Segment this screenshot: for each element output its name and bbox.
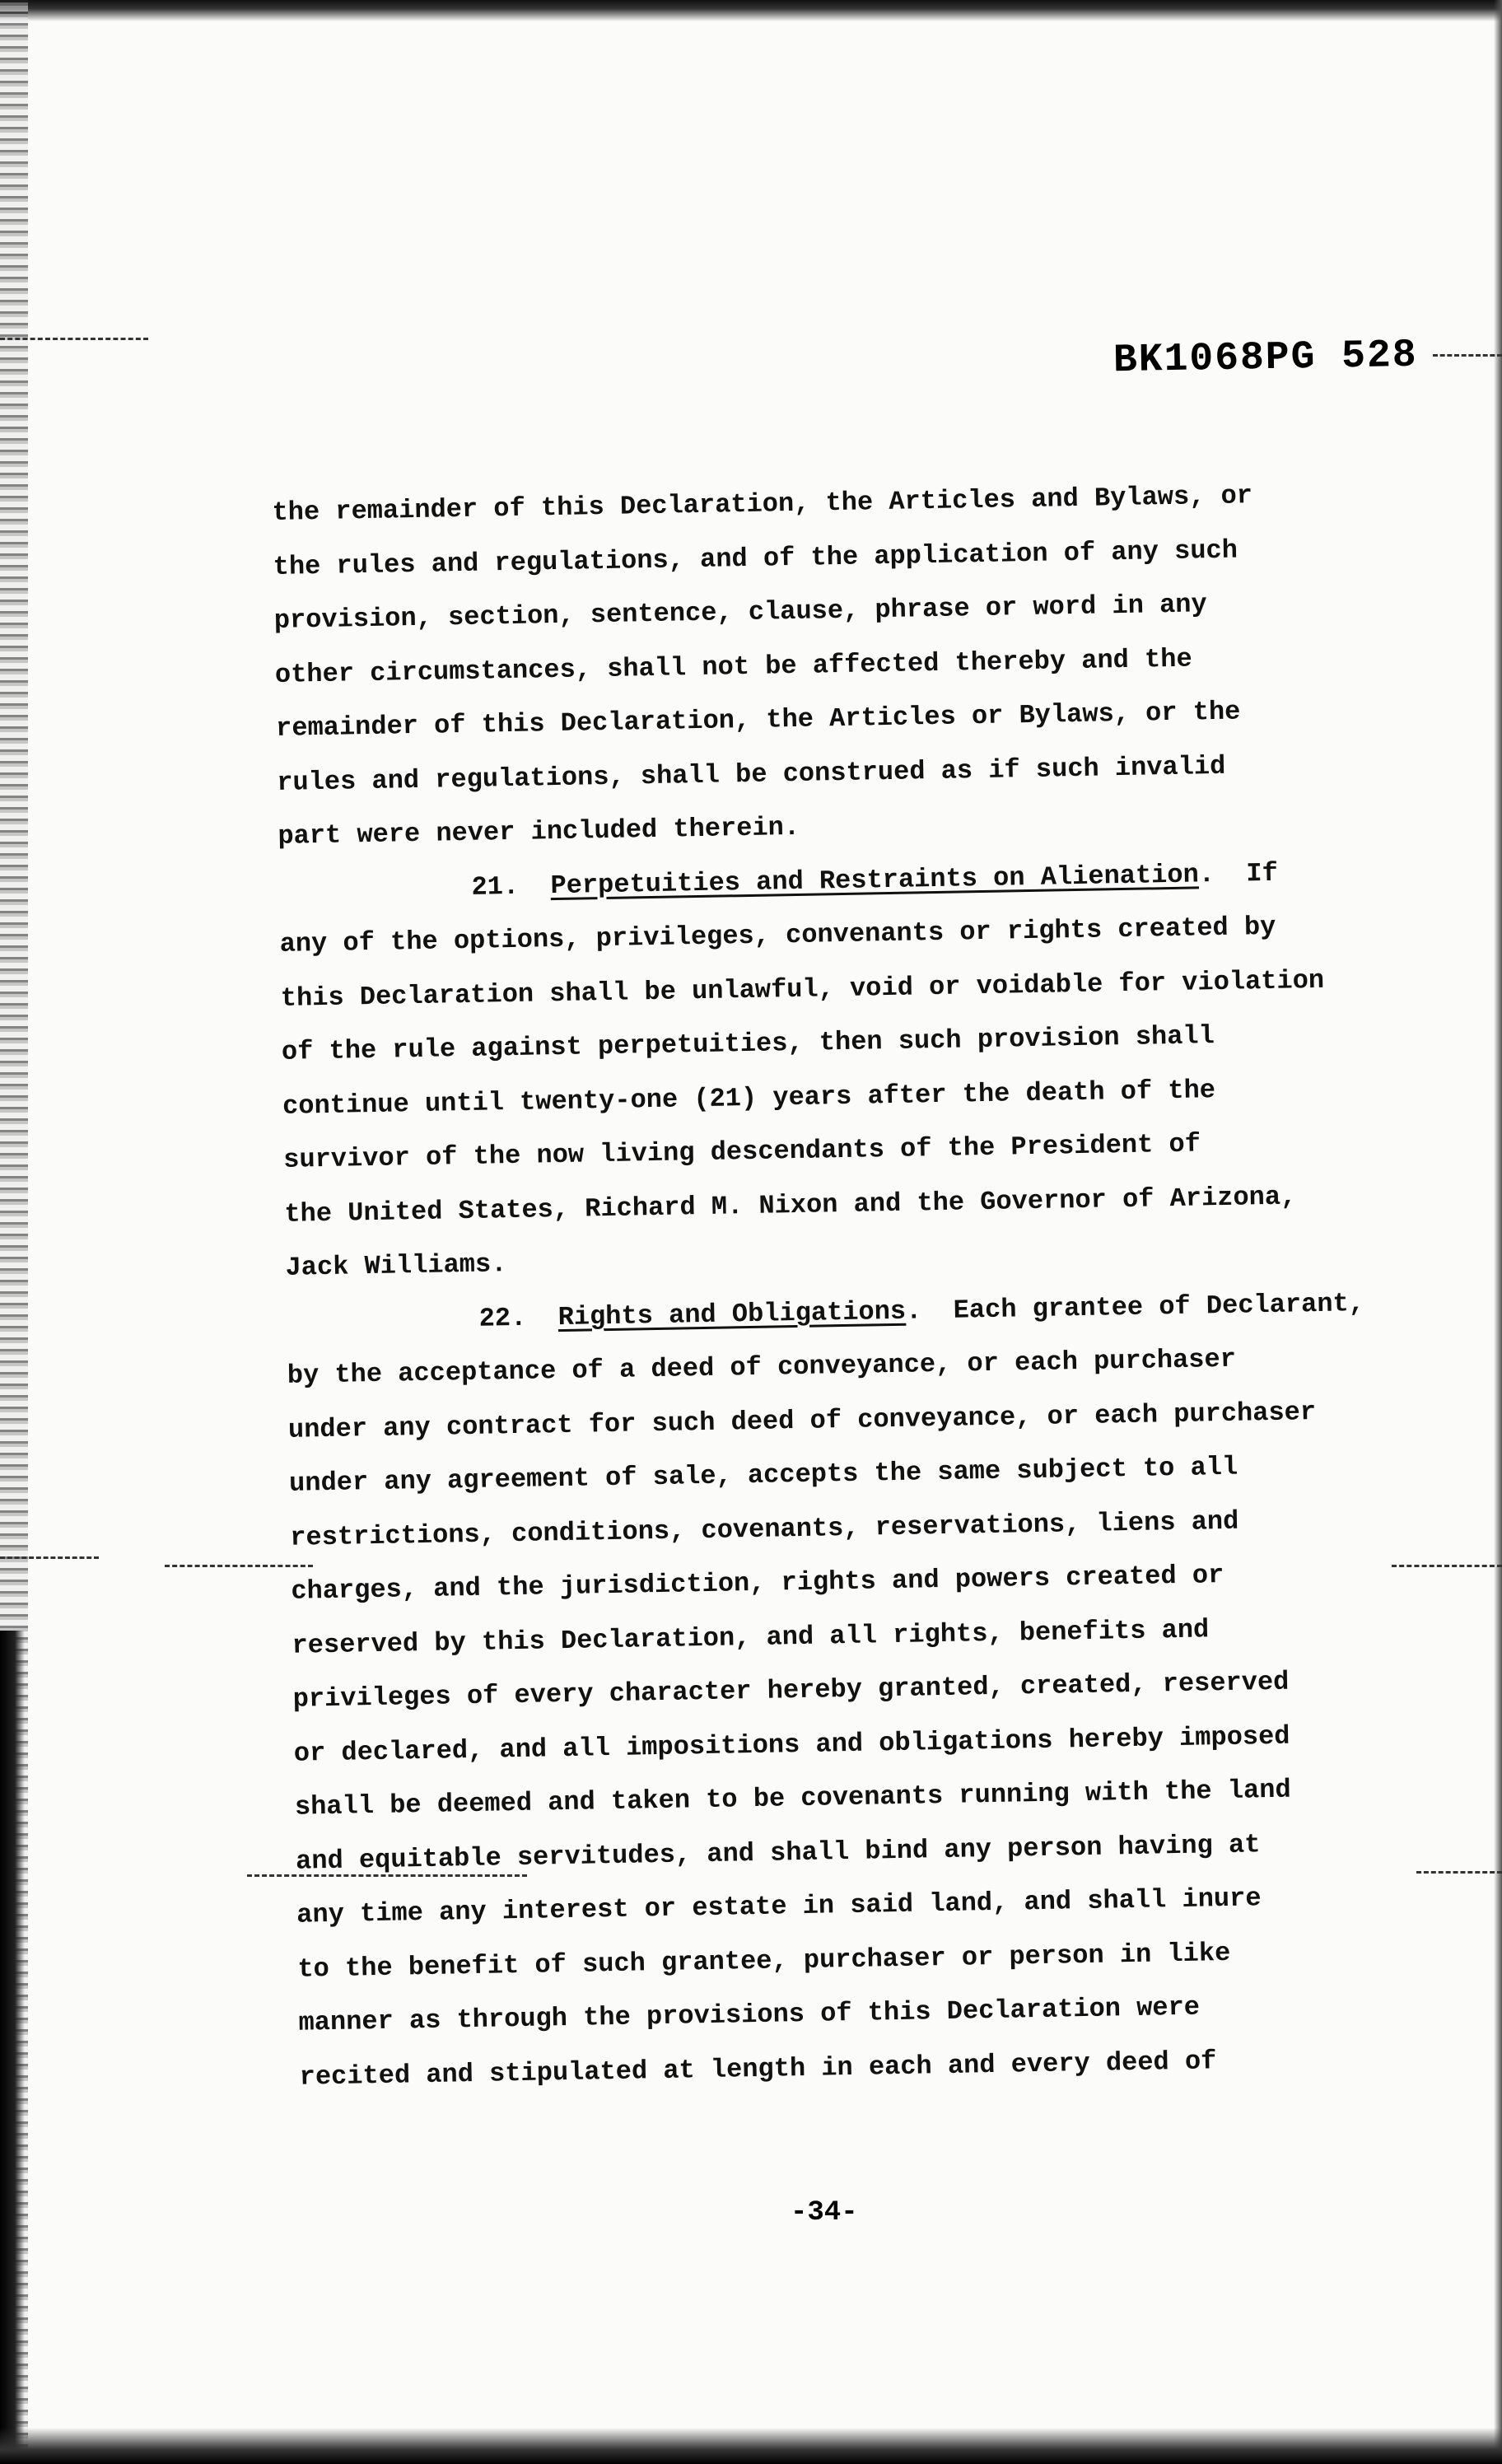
scan-artifact-line <box>1433 354 1502 357</box>
text-line: survivor of the now living descendants of the President of <box>282 1128 1201 1175</box>
text-line: part were never included therein. <box>278 811 800 852</box>
section-heading-rest: . If <box>1198 857 1279 889</box>
text-line: other circumstances, shall not be affected thereby and the <box>274 643 1192 690</box>
text-line: the remainder of this Declaration, the Articles and Bylaws, or <box>272 480 1253 528</box>
text-line: privileges of every character hereby granted, created, reserved <box>292 1666 1290 1715</box>
text-line: the United States, Richard M. Nixon and the Governor of Arizona, <box>284 1180 1297 1230</box>
section-heading-rest: . Each grantee of Declarant, <box>905 1287 1365 1327</box>
text-line: continue until twenty-one (21) years after the death of the <box>282 1074 1216 1122</box>
text-line: of the rule against perpetuities, then such provision shall <box>281 1020 1215 1067</box>
text-line: by the acceptance of a deed of conveyance, or each purchaser <box>287 1343 1237 1391</box>
text-line: any time any interest or estate in said land, and shall inure <box>296 1883 1262 1930</box>
text-line: charges, and the jurisdiction, rights and powers created or <box>291 1560 1224 1607</box>
scan-top-edge <box>0 0 1502 21</box>
section-number: 21. <box>471 870 520 903</box>
text-line: and equitable servitudes, and shall bind any person having at <box>295 1828 1261 1877</box>
text-line: restrictions, conditions, covenants, reservations, liens and <box>289 1505 1239 1553</box>
text-line: the rules and regulations, and of the application of any such <box>273 534 1238 582</box>
text-line: under any agreement of sale, accepts the same subject to all <box>288 1451 1238 1499</box>
text-line: to the benefit of such grantee, purchaser or person in like <box>297 1937 1231 1985</box>
text-line: this Declaration shall be unlawful, void or voidable for violation <box>280 964 1325 1014</box>
text-line: Jack Williams. <box>285 1248 507 1283</box>
section-number: 22. <box>478 1302 527 1334</box>
text-line: shall be deemed and taken to be covenants running with the land <box>294 1774 1291 1822</box>
scan-left-shadow <box>0 1631 25 2464</box>
scan-bottom-edge <box>0 2428 1502 2464</box>
text-line: under any contract for such deed of conveyance, or each purchaser <box>287 1396 1317 1445</box>
text-line: remainder of this Declaration, the Articles or Bylaws, or the <box>275 696 1241 744</box>
scan-artifact-line <box>0 338 148 340</box>
document-body <box>272 465 1469 2103</box>
book-page-reference: BK1068PG 528 <box>1113 333 1419 384</box>
section-heading: Rights and Obligations <box>557 1295 907 1332</box>
text-line: or declared, and all impositions and obligations hereby imposed <box>293 1720 1290 1769</box>
scan-artifact-line <box>0 1556 99 1559</box>
scan-right-edge <box>1494 0 1502 2464</box>
text-line: manner as through the provisions of this Declaration were <box>298 1991 1201 2038</box>
text-line: recited and stipulated at length in each and every deed of <box>299 2045 1217 2093</box>
page-number: -34- <box>791 2197 858 2228</box>
text-line: reserved by this Declaration, and all rights, benefits and <box>292 1613 1210 1661</box>
text-line: provision, section, sentence, clause, phrase or word in any <box>273 589 1207 636</box>
section-heading: Perpetuities and Restraints on Alienation <box>550 858 1200 901</box>
text-line: any of the options, privileges, convenants or rights created by <box>279 911 1276 959</box>
text-line: rules and regulations, shall be construed as if such invalid <box>276 750 1226 798</box>
